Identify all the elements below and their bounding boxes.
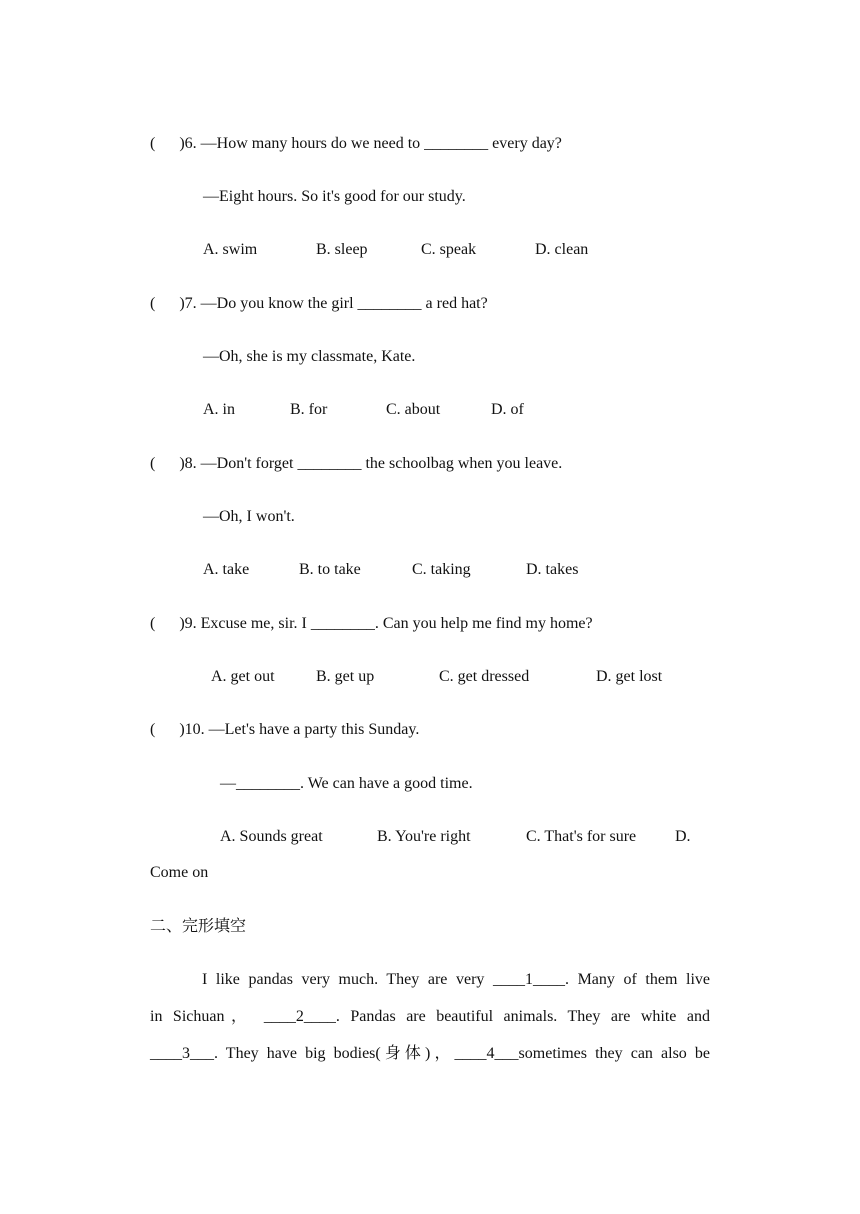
question-7-option-a: A. in — [203, 401, 235, 418]
cloze-line-3: ____3___. They have big bodies(身体)，____4___sometimes they can also be — [150, 1045, 710, 1062]
question-7-reply: —Oh, she is my classmate, Kate. — [203, 348, 416, 365]
question-7-prompt: ( )7. —Do you know the girl ________ a red hat? — [150, 295, 488, 312]
question-9-option-c: C. get dressed — [439, 668, 530, 685]
question-7-option-b: B. for — [290, 401, 328, 418]
question-9-prompt: ( )9. Excuse me, sir. I ________. Can you help me find my home? — [150, 615, 593, 632]
question-6-prompt: ( )6. —How many hours do we need to ________ every day? — [150, 135, 562, 152]
question-8-option-b: B. to take — [299, 561, 361, 578]
cloze-line-1: I like pandas very much. They are very ____1____. Many of them live — [202, 971, 710, 988]
question-10-option-d: D. — [675, 828, 691, 845]
question-6-option-b: B. sleep — [316, 241, 368, 258]
question-8-option-c: C. taking — [412, 561, 471, 578]
question-8-option-a: A. take — [203, 561, 250, 578]
question-6-option-c: C. speak — [421, 241, 477, 258]
question-7-option-d: D. of — [491, 401, 524, 418]
question-6-reply: —Eight hours. So it's good for our study. — [203, 188, 466, 205]
question-8-reply: —Oh, I won't. — [203, 508, 295, 525]
question-8-option-d: D. takes — [526, 561, 579, 578]
question-7-option-c: C. about — [386, 401, 441, 418]
question-10-option-c: C. That's for sure — [526, 828, 637, 845]
question-9-option-a: A. get out — [211, 668, 275, 685]
question-10-option-d-wrap: Come on — [150, 864, 209, 881]
question-6-option-a: A. swim — [203, 241, 258, 258]
question-10-prompt: ( )10. —Let's have a party this Sunday. — [150, 721, 420, 738]
cloze-passage — [150, 970, 710, 1081]
question-10-reply: —________. We can have a good time. — [220, 775, 473, 792]
question-10-option-a: A. Sounds great — [220, 828, 323, 845]
cloze-line-2: in Sichuan， ____2____. Pandas are beautiful animals. They are white and — [150, 1008, 710, 1025]
question-9-option-b: B. get up — [316, 668, 375, 685]
question-8-prompt: ( )8. —Don't forget ________ the schoolbag when you leave. — [150, 455, 563, 472]
question-9-option-d: D. get lost — [596, 668, 663, 685]
section-2-heading: 二、完形填空 — [150, 918, 247, 935]
question-6-option-d: D. clean — [535, 241, 589, 258]
question-10-option-b: B. You're right — [377, 828, 471, 845]
